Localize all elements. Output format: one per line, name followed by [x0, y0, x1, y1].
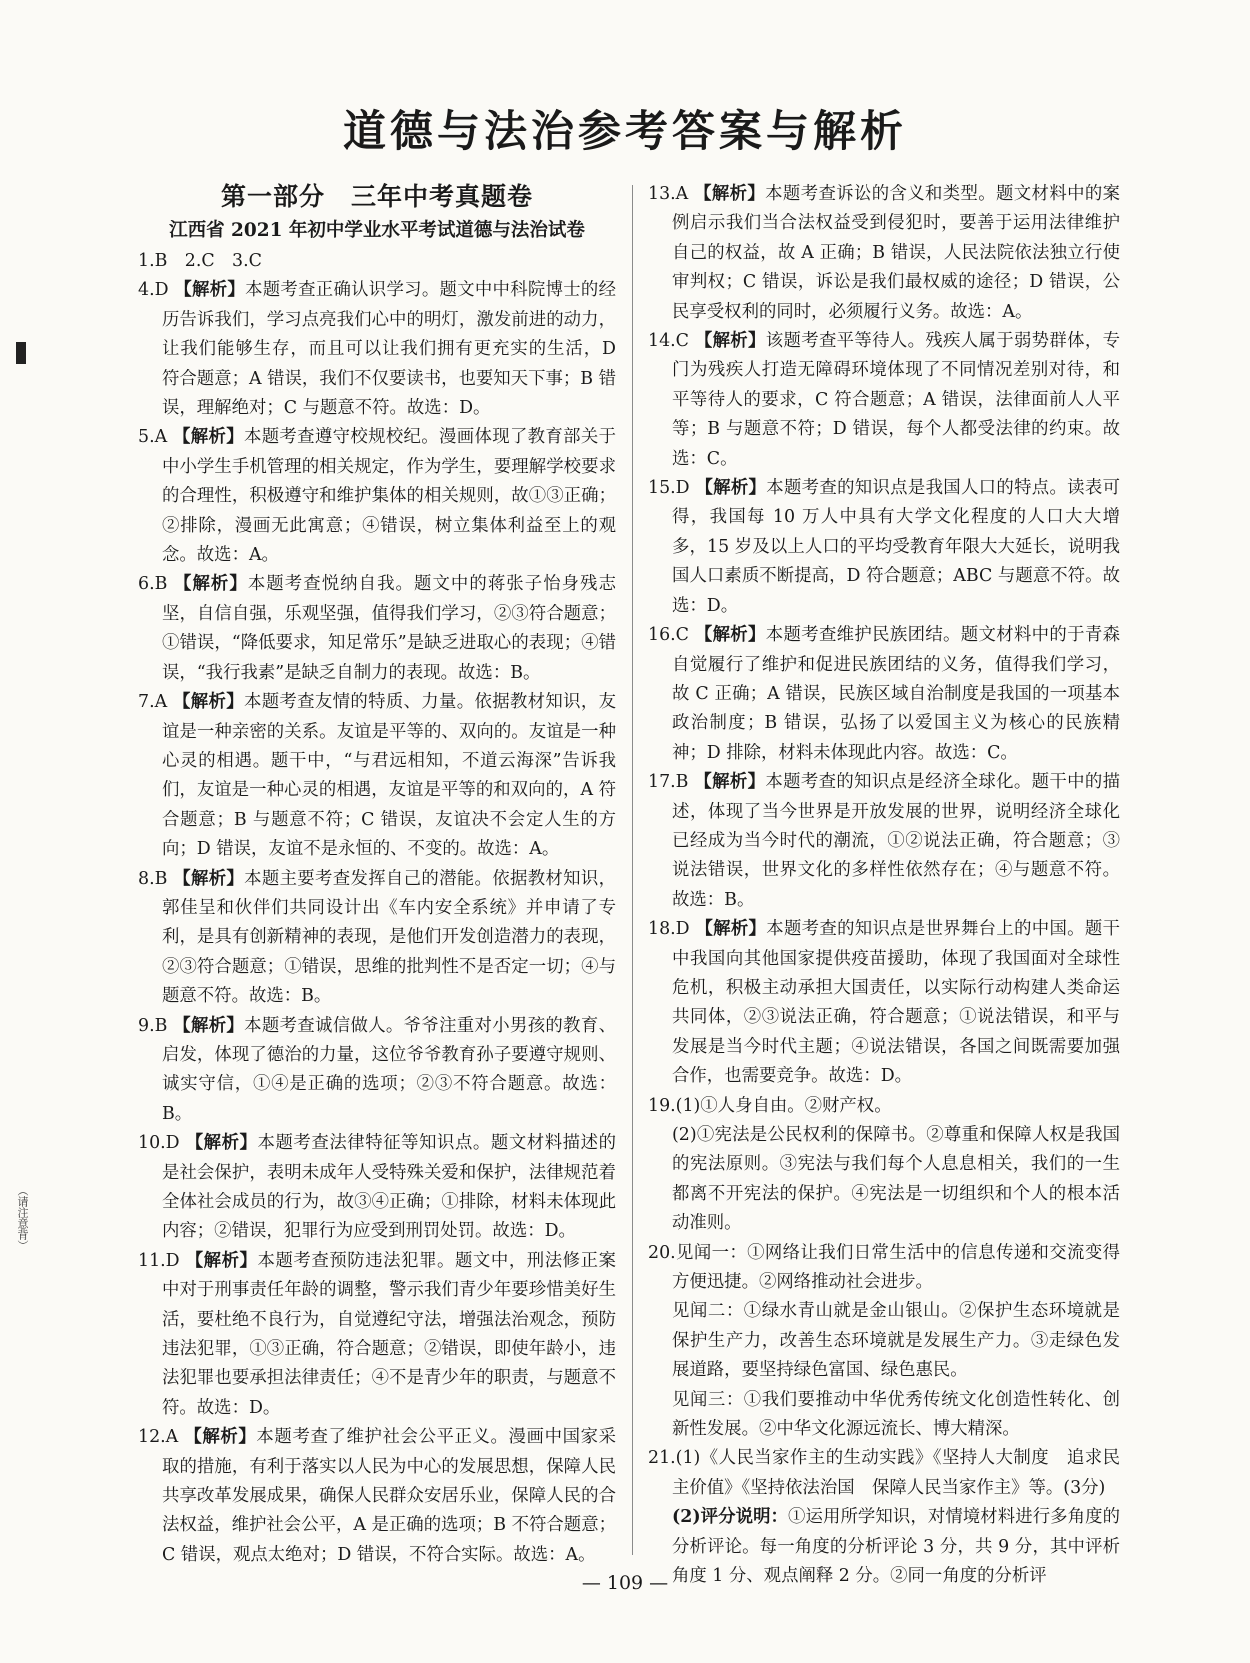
answer-item: 14.C 【解析】该题考查平等待人。残疾人属于弱势群体，专门为残疾人打造无障碍环境体现了不同情况差别对待，和平等待人的要求，C 符合题意；A 错误，法律面前人人平等；B 与题意不符；D 错误，每个人都受法律的约束。故选：C。 — [648, 331, 1120, 469]
answer-item: 5.A 【解析】本题考查遵守校规校纪。漫画体现了教育部关于中小学生手机管理的相关规定，作为学生，要理解学校要求的合理性，积极遵守和维护集体的相关规则，故①③正确；②排除，漫画无此寓意；④错误，树立集体利益至上的观念。故选：A。 — [138, 427, 616, 566]
answer-item: 8.B 【解析】本题主要考查发挥自己的潜能。依据教材知识，郭佳呈和伙伴们共同设计出《车内安全系统》并申请了专利，是具有创新精神的表现，是他们开发创造潜力的表现，②③符合题意；①错误，思维的批判性不是否定一切；④与题意不符。故选：B。 — [138, 868, 616, 1007]
answer-item: 6.B 【解析】本题考查悦纳自我。题文中的蒋张子怡身残志坚，自信自强，乐观坚强，值得我们学习，②③符合题意；①错误，“降低要求，知足常乐”是缺乏进取心的表现；④错误，“我行我素”是缺乏自制力的表现。故选：B。 — [138, 574, 616, 683]
q20-answer: 20.见闻一：①网络让我们日常生活中的信息传递和交流变得方便迅捷。②网络推动社会进步。 — [648, 1242, 1120, 1293]
section-heading: 第一部分 三年中考真题卷 — [220, 182, 533, 211]
answer-item: 18.D 【解析】本题考查的知识点是世界舞台上的中国。题干中我国向其他国家提供疫苗援助，体现了我国面对全球性危机，积极主动承担大国责任，以实际行动构建人类命运共同体，②③说法正确，符合题意；①说法错误，和平与发展是当今时代主题；④说法错误，各国之间既需要加强合作，也需要竞争。故选：D。 — [648, 919, 1120, 1087]
side-note: （请注意背） — [16, 1185, 29, 1251]
answer-item: 4.D 【解析】本题考查正确认识学习。题文中中科院博士的经历告诉我们，学习点亮我们心中的明灯，激发前进的动力，让我们能够生存，而且可以让我们拥有更充实的生活，D 符合题意；A 错误，我们不仅要读书，也要知天下事；B 错误，理解绝对；C 与题意不符。故选：D。 — [138, 280, 616, 419]
right-column — [648, 180, 1120, 1592]
q20-answer-part3: 见闻三：①我们要推动中华优秀传统文化创造性转化、创新性发展。②中华文化源远流长、博大精深。 — [672, 1389, 1120, 1440]
q19-answer: 19.(1)①人身自由。②财产权。 — [648, 1095, 892, 1116]
answer-item: 10.D 【解析】本题考查法律特征等知识点。题文材料描述的是社会保护，表明未成年人受特殊关爱和保护，法律规范着全体社会成员的行为，故③④正确；①排除，材料未体现此内容；②错误，犯罪行为应受到刑罚处罚。故选：D。 — [138, 1133, 616, 1242]
answers-1-3: 1.B 2.C 3.C — [138, 251, 262, 271]
page-title: 道德与法治参考答案与解析 — [343, 107, 907, 157]
left-column — [138, 180, 616, 1570]
paper-title: 江西省 2021 年初中学业水平考试道德与法治试卷 — [169, 220, 585, 241]
page-number: — 109 — — [581, 1572, 669, 1594]
answer-item: 9.B 【解析】本题考查诚信做人。爷爷注重对小男孩的教育、启发，体现了德治的力量，这位爷爷教育孙子要遵守规则、诚实守信，①④是正确的选项；②③不符合题意。故选：B。 — [138, 1015, 616, 1124]
answer-item: 12.A 【解析】本题考查了维护社会公平正义。漫画中国家采取的措施，有利于落实以人民为中心的发展思想，保障人民共享改革发展成果，确保人民群众安居乐业，保障人民的合法权益，维护社会公平，A 是正确的选项；B 不符合题意；C 错误，观点太绝对；D 错误，不符合实际。故选：A。 — [138, 1427, 616, 1565]
answer-item: 16.C 【解析】本题考查维护民族团结。题文材料中的于青森自觉履行了维护和促进民族团结的义务，值得我们学习，故 C 正确；A 错误，民族区域自治制度是我国的一项基本政治制度；B 错误，弘扬了以爱国主义为核心的民族精神；D 排除，材料未体现此内容。故选：C。 — [648, 625, 1120, 763]
binding-mark — [16, 342, 26, 364]
answer-item: 13.A 【解析】本题考查诉讼的含义和类型。题文材料中的案例启示我们当合法权益受到侵犯时，要善于运用法律维护自己的权益，故 A 正确；B 错误，人民法院依法独立行使审判权；C 错误，诉讼是我们最权威的途径；D 错误，公民享受权利的同时，必须履行义务。故选：A。 — [648, 184, 1120, 322]
answer-item: 11.D 【解析】本题考查预防违法犯罪。题文中，刑法修正案中对于刑事责任年龄的调整，警示我们青少年要珍惜美好生活，要杜绝不良行为，自觉遵纪守法，增强法治观念，预防违法犯罪，①③正确，符合题意；②错误，即使年龄小，违法犯罪也要承担法律责任；④不是青少年的职责，与题意不符。故选：D。 — [138, 1250, 616, 1418]
q20-answer-part2: 见闻二：①绿水青山就是金山银山。②保护生态环境就是保护生产力，改善生态环境就是发展生产力。③走绿色发展道路，要坚持绿色富国、绿色惠民。 — [672, 1301, 1120, 1381]
q21-answer: 21.(1)《人民当家作主的生动实践》《坚持人大制度 追求民主价值》《坚持依法治国 保障人民当家作主》等。(3分) — [648, 1448, 1120, 1498]
q19-answer-part2: (2)①宪法是公民权利的保障书。②尊重和保障人权是我国的宪法原则。③宪法与我们每个人息息相关，我们的一生都离不开宪法的保护。④宪法是一切组织和个人的根本活动准则。 — [672, 1125, 1120, 1234]
answer-item: 7.A 【解析】本题考查友情的特质、力量。依据教材知识，友谊是一种亲密的关系。友谊是平等的、双向的。友谊是一种心灵的相遇。题干中，“与君远相知，不道云海深”告诉我们，友谊是一种心灵的相遇，友谊是平等的和双向的，A 符合题意；B 与题意不符；C 错误，友谊决不会定人生的方向；D 错误，友谊不是永恒的、不变的。故选：A。 — [138, 692, 616, 860]
q21-answer-part2: (2)评分说明：①运用所学知识，对情境材料进行多角度的分析评论。每一角度的分析评论 3 分，共 9 分，其中评析角度 1 分、观点阐释 2 分。②同一角度的分析评 — [672, 1507, 1120, 1587]
answer-item: 15.D 【解析】本题考查的知识点是我国人口的特点。读表可得，我国每 10 万人中具有大学文化程度的人口大大增多，15 岁及以上人口的平均受教育年限大大延长，说明我国人口素质不断提高，D 符合题意；ABC 与题意不符。故选：D。 — [648, 478, 1120, 616]
answer-item: 17.B 【解析】本题考查的知识点是经济全球化。题干中的描述，体现了当今世界是开放发展的世界，说明经济全球化已经成为当今时代的潮流，①②说法正确，符合题意；③说法错误，世界文化的多样性依然存在；④与题意不符。故选：B。 — [648, 772, 1120, 910]
column-divider — [632, 185, 633, 1555]
